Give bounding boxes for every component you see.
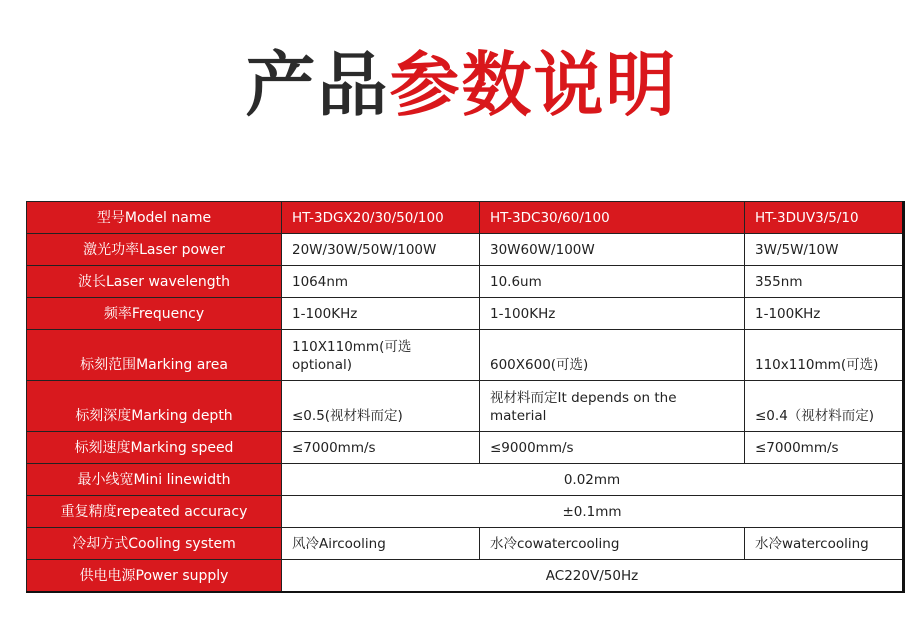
row-label: 最小线宽Mini linewidth [27, 464, 282, 496]
spec-table [26, 201, 905, 593]
table-row [27, 234, 904, 266]
table-row [27, 432, 904, 464]
value-cell: 600X600(可选) [480, 330, 745, 381]
value-cell: 3W/5W/10W [745, 234, 904, 266]
value-cell: 10.6um [480, 266, 745, 298]
value-cell: 1-100KHz [745, 298, 904, 330]
value-cell: 110X110mm(可选 optional) [282, 330, 480, 381]
value-cell: 1-100KHz [282, 298, 480, 330]
value-cell: ≤0.4（视材料而定) [745, 381, 904, 432]
value-cell: 视材料而定It depends on the material [480, 381, 745, 432]
value-cell: 20W/30W/50W/100W [282, 234, 480, 266]
value-cell: 1064nm [282, 266, 480, 298]
value-cell: ≤0.5(视材料而定) [282, 381, 480, 432]
row-label: 标刻范围Marking area [27, 330, 282, 381]
value-cell: 0.02mm [282, 464, 904, 496]
table-row [27, 298, 904, 330]
row-label: 冷却方式Cooling system [27, 528, 282, 560]
row-label: 波长Laser wavelength [27, 266, 282, 298]
row-label: 标刻深度Marking depth [27, 381, 282, 432]
row-label: 标刻速度Marking speed [27, 432, 282, 464]
table-row [27, 330, 904, 381]
value-cell: 110x110mm(可选) [745, 330, 904, 381]
value-cell: AC220V/50Hz [282, 560, 904, 592]
page-title-part1: 产品 [245, 44, 390, 126]
row-label: 重复精度repeated accuracy [27, 496, 282, 528]
value-cell: 水冷cowatercooling [480, 528, 745, 560]
row-label: 激光功率Laser power [27, 234, 282, 266]
table-row [27, 266, 904, 298]
row-label: 频率Frequency [27, 298, 282, 330]
table-row [27, 560, 904, 592]
page-title-part2: 参数说明 [389, 44, 678, 126]
table-row [27, 464, 904, 496]
table-row [27, 496, 904, 528]
value-cell: ≤7000mm/s [282, 432, 480, 464]
value-cell: ≤7000mm/s [745, 432, 904, 464]
table-row [27, 528, 904, 560]
table-row [27, 381, 904, 432]
row-label: 供电电源Power supply [27, 560, 282, 592]
page-title [0, 40, 923, 130]
model-cell: HT-3DC30/60/100 [480, 202, 745, 234]
model-cell: HT-3DUV3/5/10 [745, 202, 904, 234]
value-cell: 水冷watercooling [745, 528, 904, 560]
value-cell: ≤9000mm/s [480, 432, 745, 464]
value-cell: ±0.1mm [282, 496, 904, 528]
value-cell: 30W60W/100W [480, 234, 745, 266]
value-cell: 风冷Aircooling [282, 528, 480, 560]
value-cell: 1-100KHz [480, 298, 745, 330]
table-header-row [27, 202, 904, 234]
model-cell: HT-3DGX20/30/50/100 [282, 202, 480, 234]
row-label: 型号Model name [27, 202, 282, 234]
value-cell: 355nm [745, 266, 904, 298]
